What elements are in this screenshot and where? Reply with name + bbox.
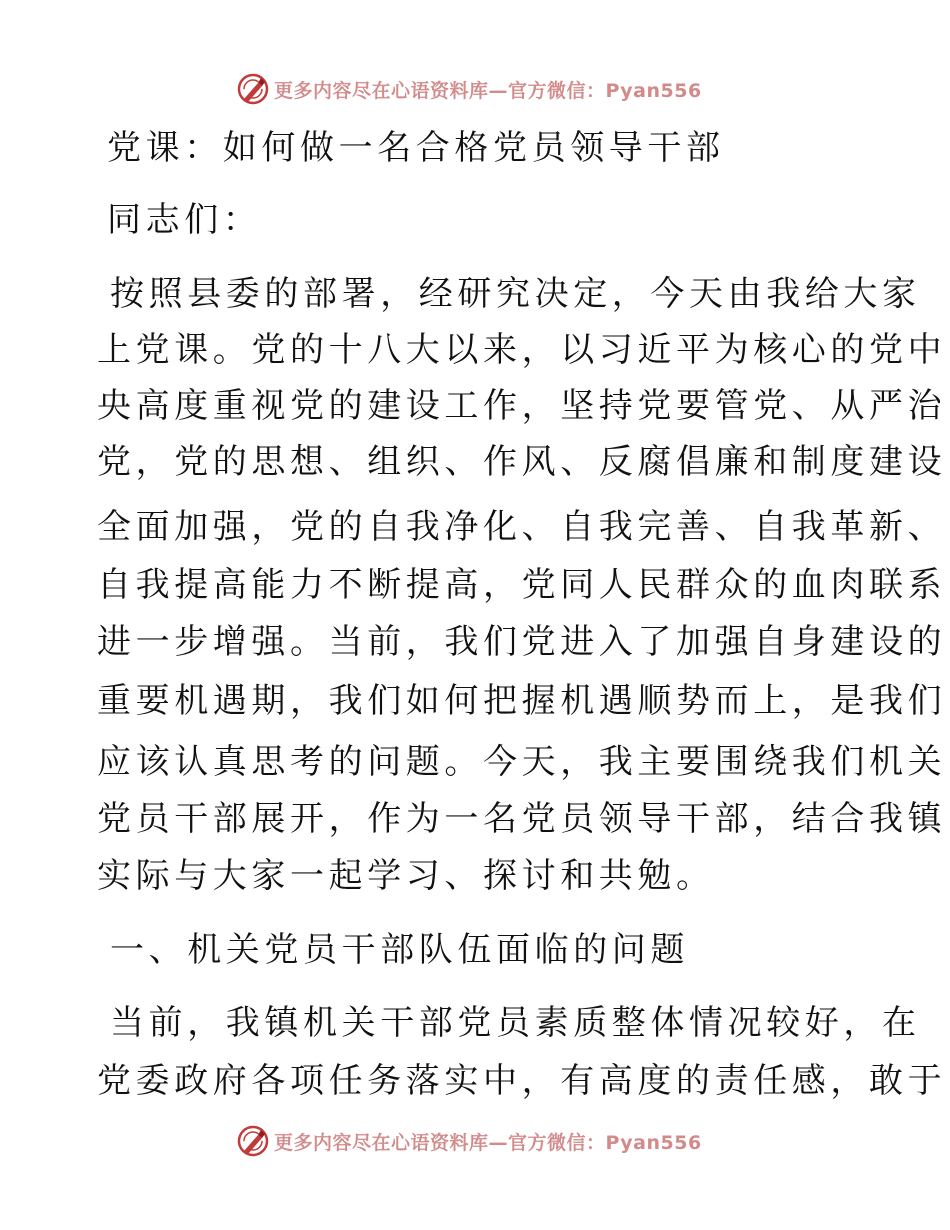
paragraph-line: 党员干部展开，作为一名党员领导干部，结合我镇 [97, 799, 947, 839]
paragraph-line: 当前，我镇机关干部党员素质整体情况较好，在 [110, 1003, 921, 1043]
paragraph-line: 按照县委的部署，经研究决定，今天由我给大家 [110, 274, 921, 314]
paragraph-line: 进一步增强。当前，我们党进入了加强自身建设的 [97, 622, 947, 662]
watermark-text: 更多内容尽在心语资料库—官方微信：Pyan556 [274, 79, 702, 102]
document-title: 党课：如何做一名合格党员领导干部 [107, 128, 725, 168]
paragraph-line: 应该认真思考的问题。今天，我主要围绕我们机关 [97, 742, 947, 782]
pen-logo-icon [236, 72, 270, 106]
paragraph-line: 上党课。党的十八大以来，以习近平为核心的党中 [97, 330, 947, 370]
pen-logo-icon [236, 1124, 270, 1158]
paragraph-line: 重要机遇期，我们如何把握机遇顺势而上，是我们 [97, 681, 947, 721]
header-watermark [236, 72, 702, 106]
watermark-text: 更多内容尽在心语资料库—官方微信：Pyan556 [274, 1131, 702, 1154]
paragraph-line: 全面加强，党的自我净化、自我完善、自我革新、 [97, 507, 947, 547]
salutation: 同志们： [107, 200, 262, 240]
section-heading: 一、机关党员干部队伍面临的问题 [110, 930, 689, 970]
paragraph-line: 党委政府各项任务落实中，有高度的责任感，敢于 [97, 1061, 947, 1101]
paragraph-line: 央高度重视党的建设工作，坚持党要管党、从严治 [97, 386, 947, 426]
paragraph-line: 实际与大家一起学习、探讨和共勉。 [97, 856, 715, 896]
paragraph-line: 党，党的思想、组织、作风、反腐倡廉和制度建设 [97, 442, 947, 482]
paragraph-line: 自我提高能力不断提高，党同人民群众的血肉联系 [97, 565, 947, 605]
footer-watermark [236, 1124, 702, 1158]
